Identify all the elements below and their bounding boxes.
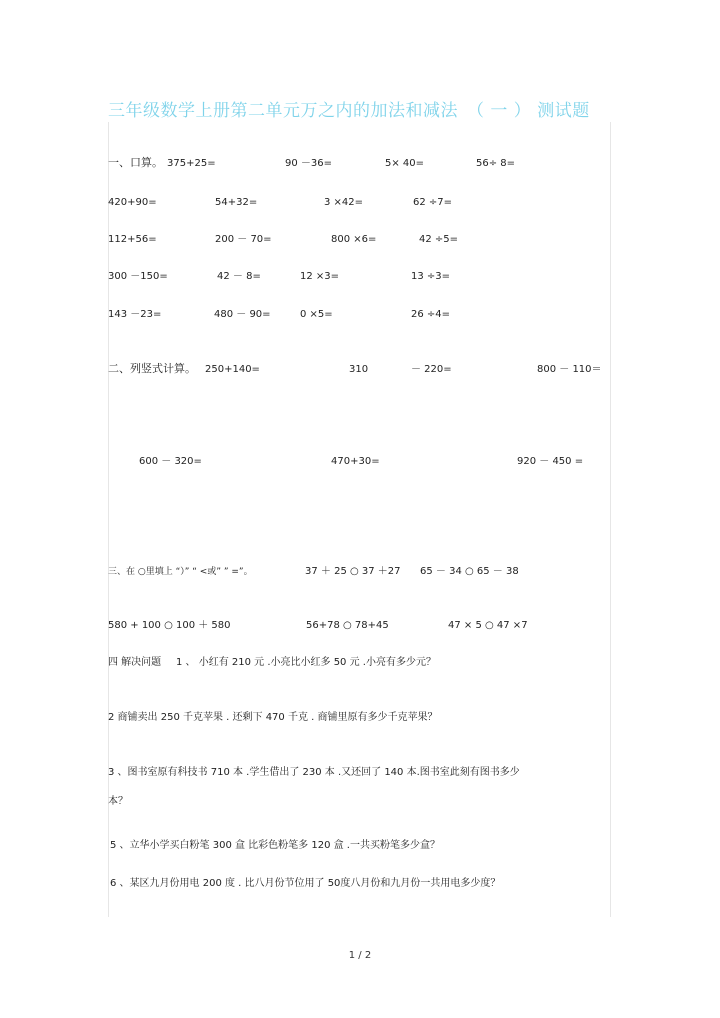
problem: 37 ＋ 25 ○ 37 ＋27 bbox=[305, 566, 401, 577]
word-problem-5: 5 、立华小学买白粉笔 300 盒 比彩色粉笔多 120 盒 .一共买粉笔多少盒？ bbox=[110, 840, 440, 851]
problem: 112+56= bbox=[108, 234, 157, 245]
problem: 42 ÷5= bbox=[419, 234, 459, 245]
problem: 920 － 450 = bbox=[517, 456, 584, 467]
problem: 5× 40= bbox=[385, 158, 425, 169]
problem: 12 ×3= bbox=[300, 271, 340, 282]
page-title: 三年级数学上册第二单元万之内的加法和减法 （ 一 ） 测试题 bbox=[108, 101, 590, 121]
problem: 47 × 5 ○ 47 ×7 bbox=[448, 620, 528, 631]
problem: 143 －23= bbox=[108, 309, 162, 320]
problem: 26 ÷4= bbox=[411, 309, 451, 320]
problem: 56+78 ○ 78+45 bbox=[306, 620, 389, 631]
problem: 300 －150= bbox=[108, 271, 168, 282]
page-number: 1 / 2 bbox=[348, 950, 372, 961]
word-problem-3: 3 、图书室原有科技书 710 本 .学生借出了 230 本 .又还回了 140 本.图书室此刻有图书多少 bbox=[108, 767, 520, 778]
section-1-heading: 一、口算。 bbox=[108, 156, 163, 169]
word-problem-6: 6 、某区九月份用电 200 度 . 比八月份节位用了 50度八月份和九月份一共用电多少度？ bbox=[110, 878, 501, 889]
problem: 800 － 110＝ bbox=[537, 364, 602, 375]
problem: 480 － 90= bbox=[214, 309, 271, 320]
problem: 250+140= bbox=[205, 364, 260, 375]
problem: 600 － 320= bbox=[139, 456, 202, 467]
problem: 200 － 70= bbox=[215, 234, 272, 245]
problem: 0 ×5= bbox=[300, 309, 333, 320]
problem: － 220= bbox=[411, 364, 452, 375]
problem: 310 bbox=[349, 364, 369, 375]
problem: 54+32= bbox=[215, 197, 258, 208]
problem: 90 －36= bbox=[285, 158, 333, 169]
problem: 65 － 34 ○ 65 － 38 bbox=[420, 566, 519, 577]
section-3-heading: 三、在 ○里填上 “）” “ <或” ” =”。 bbox=[108, 567, 253, 577]
word-problem-1: 1 、 小红有 210 元 .小亮比小红多 50 元 .小亮有多少元？ bbox=[176, 657, 436, 668]
problem: 470+30= bbox=[331, 456, 380, 467]
problem: 375+25= bbox=[167, 158, 216, 169]
problem: 62 ÷7= bbox=[413, 197, 453, 208]
problem: 420+90= bbox=[108, 197, 157, 208]
problem: 800 ×6= bbox=[331, 234, 377, 245]
problem: 42 － 8= bbox=[217, 271, 261, 282]
problem: 580 + 100 ○ 100 ＋ 580 bbox=[108, 620, 231, 631]
word-problem-2: 2 商铺卖出 250 千克苹果 . 还剩下 470 千克 . 商铺里原有多少千克苹果？ bbox=[108, 712, 438, 723]
problem: 56÷ 8= bbox=[476, 158, 516, 169]
word-problem-3-continued: 本？ bbox=[108, 796, 128, 807]
right-margin-line bbox=[610, 122, 611, 917]
problem: 13 ÷3= bbox=[411, 271, 451, 282]
problem: 3 ×42= bbox=[324, 197, 364, 208]
section-2-heading: 二、列竖式计算。 bbox=[108, 362, 196, 375]
section-4-heading: 四 解决问题 bbox=[108, 657, 162, 668]
